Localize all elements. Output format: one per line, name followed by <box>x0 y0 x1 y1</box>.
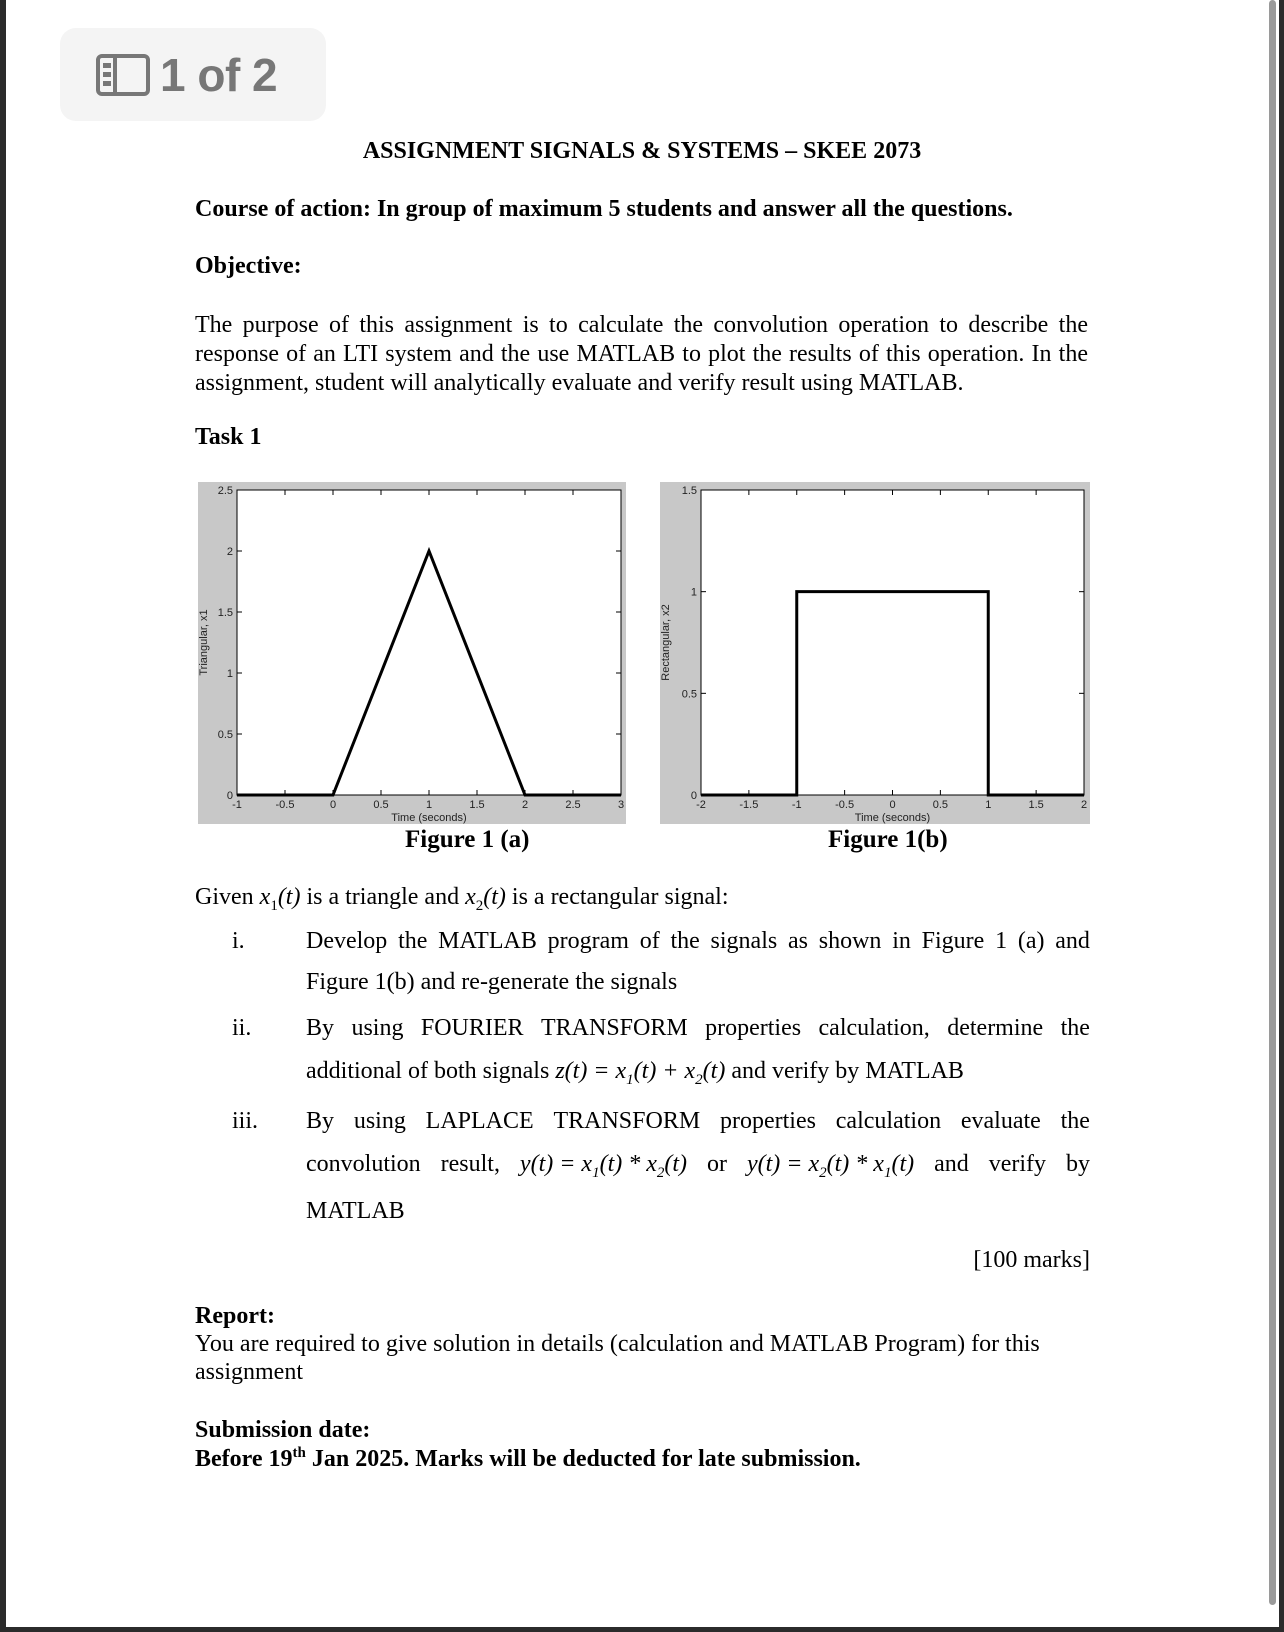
window-frame-left <box>0 0 6 1632</box>
x-tick-label: 0.5 <box>932 799 949 811</box>
x-tick-label: -0.5 <box>835 799 855 811</box>
objective-heading: Objective: <box>195 253 302 279</box>
submission-pre: Before 19 <box>195 1446 293 1472</box>
eq1-sub1: 1 <box>592 1164 600 1181</box>
item-word: By <box>306 1015 335 1041</box>
task-heading: Task 1 <box>195 424 262 450</box>
page-indicator-label: 1 of 2 <box>160 48 278 101</box>
x-axis-label: Time (seconds) <box>854 812 931 824</box>
marks-label: [100 marks] <box>973 1247 1090 1273</box>
item-word: TRANSFORM <box>553 1108 701 1134</box>
item-word: using <box>351 1015 404 1041</box>
y-tick-label: 1 <box>690 586 697 599</box>
y-tick-label: 0.5 <box>681 688 697 701</box>
item-ii-line-2 <box>306 1058 1090 1089</box>
x-tick-label: -1 <box>232 799 242 811</box>
item-word: the <box>1060 1108 1090 1134</box>
figure-1a-chart <box>198 482 626 824</box>
report-text: You are required to give solution in details (calculation and MATLAB Program) for this assignment <box>195 1331 1040 1385</box>
plot-area <box>701 490 1084 795</box>
item-word: determine <box>947 1015 1044 1041</box>
item-iii-word-e: by <box>1065 1151 1090 1177</box>
item-iii <box>306 1108 1090 1225</box>
submission-text <box>195 1445 861 1473</box>
item-i-line-1 <box>306 928 1090 955</box>
x-tick-label: 1 <box>425 799 433 811</box>
eq2-b: (t) * x <box>826 1151 884 1177</box>
x-tick-label: 1 <box>985 799 992 811</box>
item-iii-word-a: convolution <box>306 1151 421 1177</box>
x-tick-label: 0 <box>329 799 337 811</box>
item-i-numeral: i. <box>232 928 245 954</box>
x-tick-label: 1.5 <box>469 799 485 811</box>
item-word: the <box>670 928 700 954</box>
vertical-scrollbar[interactable] <box>1269 0 1276 1605</box>
y-tick-label: 0 <box>690 790 697 802</box>
x-tick-label: -1 <box>791 799 802 811</box>
document-title: ASSIGNMENT SIGNALS & SYSTEMS – SKEE 2073 <box>362 138 922 164</box>
item-ii <box>306 1015 1090 1089</box>
submission-sup: th <box>292 1445 306 1461</box>
item-word: (a) <box>1017 928 1045 954</box>
submission-post: Jan 2025. Marks will be deducted for late submission. <box>305 1446 861 1472</box>
y-tick-label: 1.5 <box>681 485 697 497</box>
item-word: shown <box>818 928 882 954</box>
given-statement <box>195 884 729 915</box>
item-iii-or: or <box>707 1151 728 1177</box>
item-word: By <box>306 1108 335 1134</box>
figure-1b-caption: Figure 1(b) <box>828 826 948 853</box>
item-iii-eq-2 <box>747 1151 914 1182</box>
item-word: program <box>547 928 629 954</box>
item-ii-numeral: ii. <box>232 1015 252 1041</box>
item-word: 1 <box>995 928 1008 954</box>
window-frame-right <box>1279 0 1284 1632</box>
item-word: properties <box>705 1015 802 1041</box>
eq1-b: (t) * x <box>599 1151 657 1177</box>
item-ii-text: additional of both signals <box>306 1058 556 1084</box>
submission-heading: Submission date: <box>195 1417 371 1443</box>
y-axis-label: Rectangular, x2 <box>660 604 672 681</box>
y-tick-label: 0 <box>226 790 233 802</box>
item-iii-word-b: result, <box>440 1151 500 1177</box>
window-frame-bottom <box>0 1627 1284 1632</box>
item-ii-eq-b: (t) + x <box>633 1058 696 1084</box>
y-tick-label: 0.5 <box>217 729 233 741</box>
item-ii-eq-c: (t) <box>702 1058 726 1084</box>
eq2-a: y(t) = x <box>746 1151 820 1177</box>
y-tick-label: 2.5 <box>217 485 233 497</box>
given-x1-sub: 1 <box>270 897 278 914</box>
plot-area <box>237 490 621 795</box>
item-word: the <box>1060 1015 1090 1041</box>
item-word: Develop <box>306 928 388 954</box>
given-x2-sub: 2 <box>475 897 484 914</box>
item-word: evaluate <box>960 1108 1041 1134</box>
report-heading: Report: <box>195 1303 275 1329</box>
item-word: using <box>353 1108 406 1134</box>
y-tick-label: 1 <box>226 668 233 680</box>
x-tick-label: 1.5 <box>1028 799 1044 811</box>
item-word: the <box>398 928 428 954</box>
y-tick-label: 2 <box>226 546 233 558</box>
eq1-a: y(t) = x <box>519 1151 593 1177</box>
item-ii-suffix: and verify by MATLAB <box>725 1058 964 1084</box>
y-axis-label: Triangular, x1 <box>198 609 210 676</box>
item-iii-numeral: iii. <box>232 1108 259 1134</box>
item-iii-eq-1 <box>520 1151 687 1182</box>
x-tick-label: 2 <box>521 799 529 811</box>
x-tick-label: 2.5 <box>565 799 581 811</box>
x-axis-label: Time (seconds) <box>391 812 467 824</box>
item-word: and <box>1055 928 1090 954</box>
figure-1a-caption: Figure 1 (a) <box>405 826 530 853</box>
item-word: calculation, <box>818 1015 930 1041</box>
x-tick-label: 0 <box>889 799 896 811</box>
x-tick-label: -1.5 <box>739 799 759 811</box>
x-tick-label: 0.5 <box>373 799 389 811</box>
eq2-sub1: 2 <box>819 1164 827 1181</box>
item-ii-eq-sub2: 2 <box>695 1071 703 1088</box>
given-t1: (t) <box>277 884 301 910</box>
item-word: in <box>892 928 911 954</box>
item-iii-word-c: and <box>934 1151 969 1177</box>
item-word: signals <box>710 928 778 954</box>
y-tick-label: 1.5 <box>217 607 233 619</box>
item-word: FOURIER <box>420 1015 524 1041</box>
objective-text: The purpose of this assignment is to calculate the convolution operation to describe the response of an LTI system and the use MATLAB to plot the results of this operation. In the assignment, student will analytically evaluate and verify result using MATLAB. <box>195 312 1088 396</box>
page-thumbnails-icon <box>96 54 150 96</box>
given-text-2: is a triangle and <box>300 884 466 910</box>
item-word: properties <box>720 1108 816 1134</box>
given-text-1: Given <box>195 884 260 910</box>
eq1-c: (t) <box>664 1151 688 1177</box>
eq1-sub2: 2 <box>656 1164 665 1181</box>
given-x2: x <box>465 884 476 910</box>
item-word: as <box>787 928 808 954</box>
item-ii-eq-a: z(t) = x <box>555 1058 627 1084</box>
item-word: calculation <box>835 1108 942 1134</box>
item-word: MATLAB <box>438 928 537 954</box>
given-t2: (t) <box>483 884 506 910</box>
given-text-3: is a rectangular signal: <box>505 884 729 910</box>
item-i-line-2: Figure 1(b) and re-generate the signals <box>306 969 678 995</box>
x-tick-label: -0.5 <box>275 799 295 811</box>
item-word: Figure <box>921 928 985 954</box>
figure-1b-chart <box>660 482 1090 824</box>
item-ii-line-1 <box>306 1015 1090 1042</box>
x-tick-label: 3 <box>617 799 625 811</box>
item-iii-word-d: verify <box>988 1151 1047 1177</box>
course-of-action: Course of action: In group of maximum 5 students and answer all the questions. <box>195 196 1013 222</box>
x-tick-label: -2 <box>696 799 706 811</box>
item-word: LAPLACE <box>425 1108 534 1134</box>
item-iii-line-1 <box>306 1108 1090 1135</box>
page-indicator[interactable] <box>60 28 326 121</box>
x-tick-label: 2 <box>1080 799 1088 811</box>
item-word: TRANSFORM <box>540 1015 688 1041</box>
given-x1: x <box>259 884 271 910</box>
item-iii-line-3: MATLAB <box>306 1197 405 1224</box>
item-iii-line-2 <box>306 1151 1090 1182</box>
item-i <box>306 928 1090 996</box>
item-word: of <box>639 928 660 954</box>
item-ii-eq-sub1: 1 <box>626 1071 634 1088</box>
eq2-sub2: 1 <box>883 1164 892 1181</box>
eq2-c: (t) <box>891 1151 915 1177</box>
